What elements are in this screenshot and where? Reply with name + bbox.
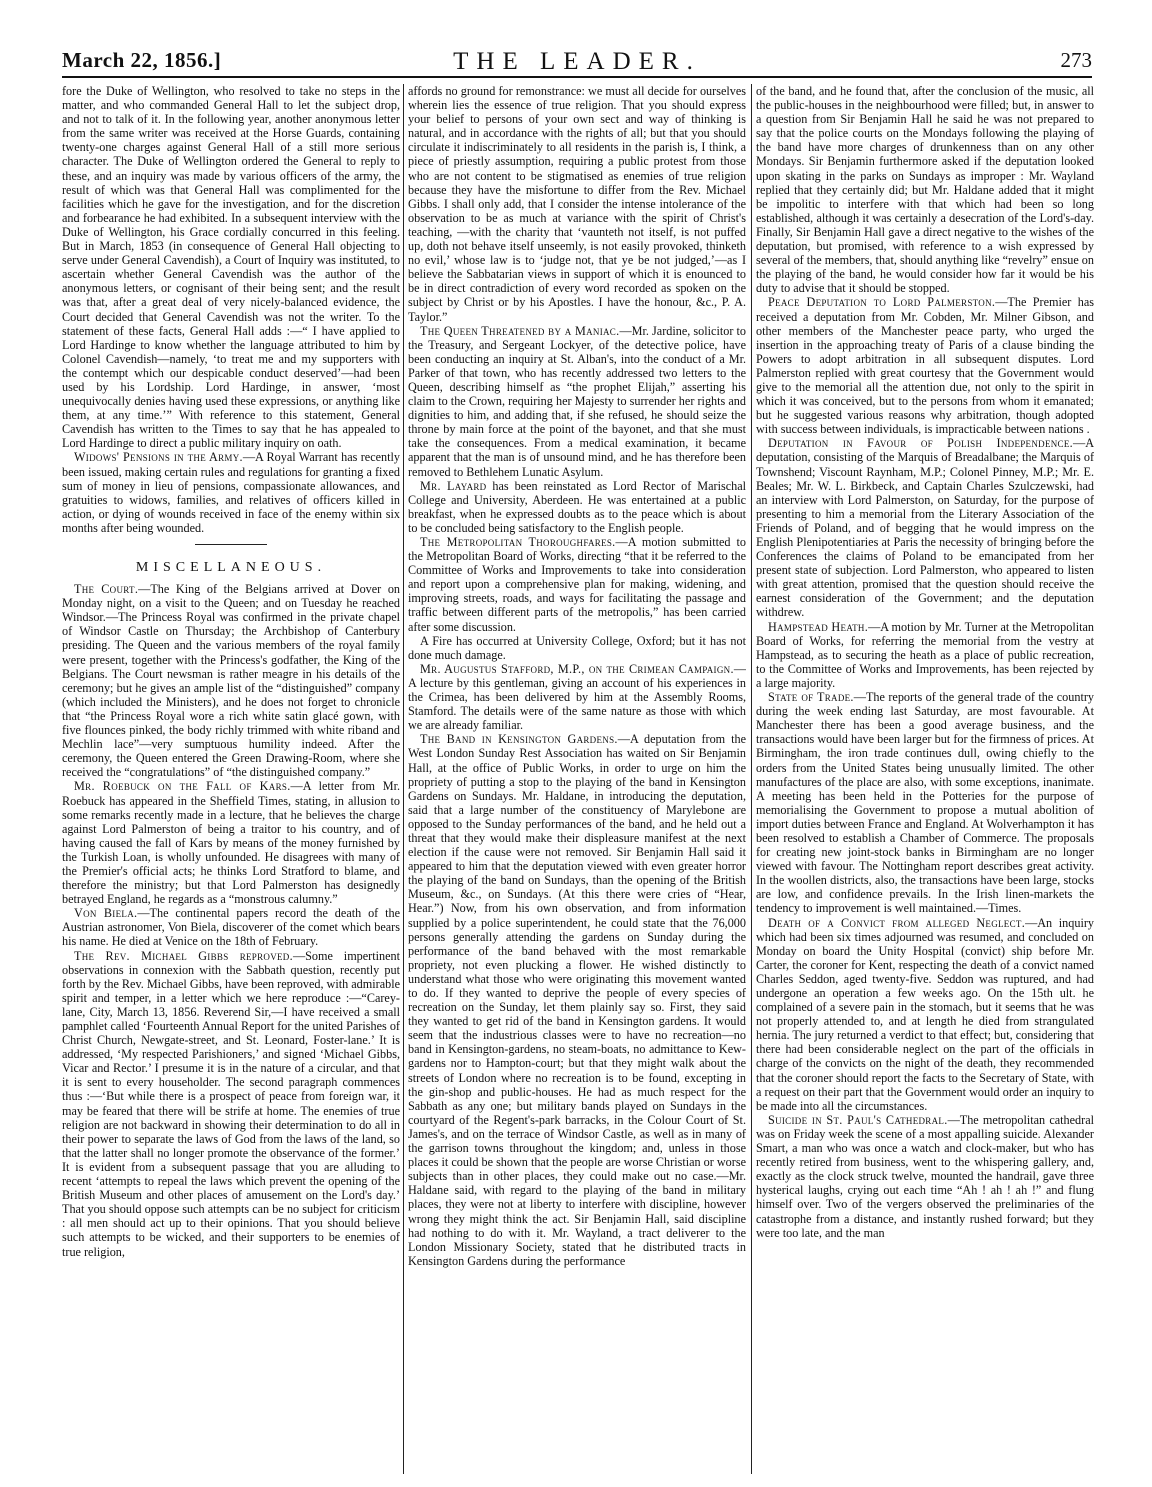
run-in-heading: Peace Deputation to Lord Palmerston. [768,295,996,310]
run-in-heading: The Band in Kensington Gardens. [420,732,618,747]
article-text: —Mr. Jardine, solicitor to the Treasury, and Sergeant Lockyer, of the detective police, have been conducting an inquiry at St. Alban's, into the conduct of a Mr. Parker of that town, who has recently addressed two letters to the Queen, describing himself as “the prophet Elijah,” asserting his claim to the Crown, requiring her Majesty to surrender her rights and dignities to him, and adding that, if she refused, he should seize the throne by main force at the point of the bayonet, and that she must take the consequences. From a medical examination, it became apparent that the man is of unsound mind, and he has therefore been removed to Bethlehem Lunatic Asylum. [408,323,746,479]
article-text: —Some impertinent observations in connexion with the Sabbath question, recently put forth by the Rev. Michael Gibbs, have been reproved, with admirable spirit and temper, in a letter which we here reproduce :—“Carey-lane, City, March 13, 1856. Reverend Sir,—I have received a small pamphlet called ‘Fourteenth Annual Report for the united Parishes of Christ Church, Newgate-street, and St. Leonard, Foster-lane.’ It is addressed, ‘My respected Parishioners,’ and signed ‘Michael Gibbs, Vicar and Rector.’ I presume it is in the nature of a circular, and that it is sent to every householder. The second paragraph commences thus :—‘But while there is a prospect of peace from foreign war, it may be feared that there will be strife at home. The enemies of true religion are not backward in showing their determination to do all in their power to separate the laws of God from the laws of the land, so that the latter shall no longer promote the observance of the former.’ It is evident from a subsequent passage that you are alluding to recent ‘attempts to repeal the laws which prevent the opening of the British Museum and other places of amusement on the Lord's day.’ That you should oppose such attempts can be no subject for criticism : all men should act up to their opinions. That you should believe such attempts to be wicked, and their supporters to be enemies of true religion, [62,948,400,1259]
masthead-title: THE LEADER. [453,48,701,75]
article-paragraph [756,690,1094,916]
article-paragraph [62,582,400,779]
article-paragraph [756,620,1094,690]
run-in-heading: A Fire [420,633,452,648]
run-in-heading: Von Biela. [74,906,138,921]
article-text: —The metropolitan cathedral was on Friday week the scene of a most appalling suicide. Alexander Smart, a man who was once a watch and clock-maker, but who has recently retired from business, went to the whispering gallery, and, exactly as the clock struck twelve, mounted the handrail, gave three hysterical laughs, crying out each time “Ah ! ah ! ah !” and flung himself over. Two of the vergers observed the preliminaries of the catastrophe from a distance, and instantly rushed forward; but they were too late, and the man [756,1112,1094,1240]
section-title: MISCELLANEOUS. [135,560,327,575]
article-text: —The King of the Belgians arrived at Dover on Monday night, on a visit to the Queen; and on Tuesday he reached Windsor.—The Princess Royal was confirmed in the private chapel of Windsor Castle on Thursday; the Archbishop of Canterbury presiding. The Queen and the various members of the royal family were present, together with the Princess's godfather, the King of the Belgians. The Court newsman is rather meagre in his details of the ceremony; but he gives an ample list of the “distinguished” company (which included the Ministers), and he does not forget to chronicle that “the Princess Royal wore a rich white satin glacé gown, with five flounces pinked, the body richly trimmed with white riband and Mechlin lace”—very sumptuous humility indeed. After the ceremony, the Queen entered the Green Drawing-Room, where she received the “congratulations” of “the distinguished company.” [62,582,400,780]
article-text: —The reports of the general trade of the country during the week ending last Saturday, are most favourable. At Manchester there has been a good average business, and the transactions would have been larger but for the firmness of prices. At Birmingham, the iron trade continues dull, owing chiefly to the orders from the United States being unusually limited. The other manufactures of the place are also, with some exceptions, inanimate. A meeting has been held in the Potteries for the purpose of memorialising the Government to propose a mutual abolition of import duties between France and England. At Wolverhampton it has been resolved to establish a Chamber of Commerce. The proposals for creating new joint-stock banks in Birmingham are no longer viewed with favour. The Nottingham report describes great activity. In the woollen districts, also, the transactions have been large, stocks are low, and confidence prevails. In the Irish linen-markets the tendency to improvement is well maintained.—Times. [756,690,1094,916]
article-text: —An inquiry which had been six times adjourned was resumed, and concluded on Monday on board the Unity Hospital (convict) ship before Mr. Carter, the coroner for Kent, respecting the death of a convict named Charles Seddon, aged twenty-five. Seddon was ruptured, and had undergone an operation a few weeks ago. On the 15th ult. he complained of a severe pain in the stomach, but it seems that he was not properly attended to, and at length he died from strangulated hernia. The jury returned a verdict to that effect; but, considering that there had been considerable neglect on the part of the officials in charge of the convicts on the night of the death, they recommended that the coroner should report the facts to the Secretary of State, with a request on their part that the Government would order an inquiry to be made into all the circumstances. [756,915,1094,1113]
run-in-heading: Death of a Convict from alleged Neglect. [768,915,1026,930]
run-in-heading: The Court. [74,582,139,597]
article-text: has been reinstated as Lord Rector of Marischal College and University, Aberdeen. He was entertained at a public breakfast, when he expressed doubts as to the peace which is about to be concluded being satisfactory to the English people. [408,478,746,535]
article-text: —A deputation, consisting of the Marquis of Breadalbane; the Marquis of Townshend; Viscount Raynham, M.P.; Colonel Pinney, M.P.; Mr. E. Beales; Mr. W. L. Birkbeck, and Captain Charles Szulczewski, had an interview with Lord Palmerston, on Saturday, for the purpose of presenting to him a memorial from the Literary Association of the Friends of Poland, and of begging that he would impress on the English Plenipotentiaries at Paris the necessity of bringing before the Conferences the claims of Poland to be emancipated from her present state of subjection. Lord Palmerston, who appeared to listen with great attention, promised that the question should receive the earnest consideration of the Government; and the deputation withdrew. [756,436,1094,620]
article-paragraph [408,662,746,732]
column-rule [751,84,752,1474]
article-paragraph: fore the Duke of Wellington, who resolved to take no steps in the matter, and who commanded General Hall to let the subject drop, and not to talk of it. In the following year, another anonymous letter from the same writer was received at the Horse Guards, containing twenty-one charges against General Hall of a still more serious character. The Duke of Wellington ordered the General to reply to these, and an inquiry was made by various officers of the army, the result of which was that General Hall was complimented for the facilities which he gave for the investigation, and for the discretion and forbearance he had exhibited. In a subsequent interview with the Duke of Wellington, his Grace cordially concurred in this feeling. But in March, 1853 (in consequence of General Hall objecting to serve under General Cavendish), a Court of Inquiry was instituted, to ascertain whether General Cavendish was the author of the anonymous letters, or cognisant of their being sent; and the result was that, after a great deal of very nicely-balanced evidence, the Court decided that General Cavendish was not the writer. To the statement of these facts, General Hall adds :—“ I have applied to Lord Hardinge to know whether the language attributed to him by Colonel Cavendish—namely, ‘to treat me and my supporters with the contempt which our despicable conduct deserved’—had been used by his Lordship. Lord Hardinge, in answer, ‘most unequivocally denies having used these expressions, or anything like them, at any time.’” With reference to this statement, General Cavendish has written to the Times to say that he has appealed to Lord Hardinge to direct a public military inquiry on oath. [62,84,400,451]
article-text: has occurred at University College, Oxford; but it has not done much damage. [408,633,746,662]
article-paragraph [62,779,400,906]
run-in-heading: Mr. Layard [420,478,487,493]
article-paragraph: affords no ground for remonstrance: we must all decide for ourselves wherein lies the essence of true religion. That you should express your belief to persons of your own sect and way of thinking is natural, and in accordance with the rights of all; but that you should circulate it indiscriminately to all residents in the parish is, I think, a piece of priestly assumption, requiring a public protest from those who are not content to be stigmatised as enemies of true religion because they have the misfortune to differ from the Rev. Michael Gibbs. I shall only add, that I consider the intense intolerance of the observation to be as much at variance with the spirit of Christ's teaching, —with the charity that ‘vaunteth not itself, is not puffed up, doth not behave itself unseemly, is not easily provoked, thinketh no evil,’ whose law is to ‘judge not, that ye be not judged,’—as I believe the Sabbatarian views in support of which it is enounced to be in direct contradiction of every word recorded as spoken on the subject by Christ or by his Apostles. I have the honour, &c., P. A. Taylor.” [408,84,746,324]
article-text: —A motion by Mr. Turner at the Metropolitan Board of Works, for referring the memorial from the vestry at Hampstead, as to securing the heath as a place of public recreation, to the Committee of Works and Improvements, has been rejected by a large majority. [756,619,1094,690]
column-3 [756,84,1094,1474]
run-in-heading: Widows' Pensions in the Army. [74,450,243,465]
article-text: —A lecture by this gentleman, giving an account of his experiences in the Crimea, has been delivered by him at the Assembly Rooms, Stamford. The details were of the same nature as those with which we are already familiar. [408,661,746,733]
column-2 [408,84,746,1474]
article-text: —A motion submitted to the Metropolitan Board of Works, directing “that it be referred to the Committee of Works and Improvements to take into consideration and report upon a comprehensive plan for making, widening, and improving streets, roads, and ways for facilitating the passage and traffic between different parts of the metropolis,” has been carried after some discussion. [408,535,746,634]
article-paragraph [408,732,746,1268]
article-paragraph [756,1113,1094,1240]
article-paragraph [62,949,400,1259]
run-in-heading: The Rev. Michael Gibbs reproved. [74,948,293,963]
article-text: —The Premier has received a deputation from Mr. Cobden, Mr. Milner Gibson, and other members of the Manchester peace party, who urged the insertion in the approaching treaty of Paris of a clause binding the Powers to adopt arbitration in all subsequent disputes. Lord Palmerston replied with great courtesy that the Government would give to the memorial all the attention due, not only to the spirit in which it was conceived, but to the persons from whom it emanated; but he suggested various reasons why arbitration, though adopted with success between individuals, is impracticable between nations . [756,295,1094,437]
article-paragraph [62,906,400,948]
column-1 [62,84,400,1474]
section-divider [195,544,267,545]
run-in-heading: The Metropolitan Thoroughfares. [420,535,616,549]
column-rule [403,84,404,1474]
article-paragraph [756,295,1094,436]
run-in-heading: State of Trade. [768,690,854,705]
article-paragraph [756,436,1094,619]
run-in-heading: Deputation in Favour of Polish Independence. [768,436,1073,451]
run-in-heading: Mr. Roebuck on the Fall of Kars. [74,779,291,794]
article-text: —A letter from Mr. Roebuck has appeared in the Sheffield Times, stating, in allusion to some remarks recently made in a lecture, that he believes the charge against Lord Palmerston of being a traitor to his country, and of having caused the fall of Kars by means of the money furnished by the Turkish Loan, is wholly unfounded. He disagrees with many of the Premier's official acts; he thinks Lord Stratford to blame, and therefore the ministry; but that Lord Palmerston has designedly betrayed England, he regards as a “monstrous calumny.” [62,779,400,907]
page-header [62,46,1092,78]
article-paragraph [408,479,746,535]
article-text: —A deputation from the West London Sunday Rest Association has waited on Sir Benjamin Hall, at the office of Public Works, in order to urge on him the propriety of putting a stop to the playing of the band in Kensington Gardens on Sundays. Mr. Haldane, in introducing the deputation, said that a large number of the constituency of Marylebone are opposed to the Sunday performances of the band, and he held out a threat that they would make their displeasure manifest at the next election if the cause were not removed. Sir Benjamin Hall said it appeared to him that the deputation viewed with even greater horror the playing of the band on Sundays, than the opening of the British Museum, &c., on Sundays. (At this there were cries of “Hear, Hear.”) Now, from his own observation, and from information supplied by a police superintendent, he could state that the 76,000 persons generally attending the gardens on Sunday during the performance of the band behaved with the most remarkable propriety, not even plucking a flower. He wished distinctly to understand what those who were originating this movement wanted to do. If they wanted to deprive the people of every species of recreation on the Sunday, let them plainly say so. First, they said they wanted to get rid of the band in Kensington gardens. It would seem that the industrious classes were to have no recreation—no band in Kensington-gardens, no steam-boats, no admittance to Kew-gardens nor to Hampton-court; but that they might walk about the streets of London where no recreation is to be found, excepting in the gin-shop and public-houses. He had as much respect for the Sabbath as any one; but military bands played on Sundays in the courtyard of the Regent's-park barracks, in the Colour Court of St. James's, and on the terrace of Windsor Castle, as well as in many of the garrison towns throughout the kingdom; and, unless in those places it could be shown that the people are worse Christian or worse subjects than in other places, they could make out no case.—Mr. Haldane said, with regard to the playing of the band in military places, they were not at liberty to interfere with discipline, however wrong they might think the act. Sir Benjamin Hall, said discipline had nothing to do with it. Mr. Wayland, a tract deliverer to the London Missionary Society, stated that he distributed tracts in Kensington Gardens during the performance [408,732,746,1268]
article-paragraph [408,535,746,634]
article-paragraph [756,916,1094,1113]
article-paragraph [408,634,746,662]
run-in-heading: Suicide in St. Paul's Cathedral. [768,1112,948,1127]
article-text: —A Royal Warrant has recently been issued, making certain rules and regulations for granting a fixed sum of money in lieu of pensions, compassionate allowances, and gratuities to widows, families, and relatives of officers killed in action, or dying of wounds received in face of the enemy within six months after being wounded. [62,450,400,535]
run-in-heading: Mr. Augustus Stafford, M.P., on the Crimean Campaign. [420,661,734,676]
article-paragraph [62,450,400,535]
article-paragraph [408,324,746,479]
run-in-heading: The Queen Threatened by a Maniac. [420,323,620,338]
article-text: —The continental papers record the death of the Austrian astronomer, Von Biela, discoverer of the comet which bears his name. He died at Venice on the 18th of February. [62,906,400,949]
run-in-heading: Hampstead Heath. [768,619,869,634]
issue-date: March 22, 1856.] [62,48,222,72]
article-paragraph: of the band, and he found that, after the conclusion of the music, all the public-houses in the neighbourhood were filled; but, in answer to a question from Sir Benjamin Hall he said he was not prepared to say that the police courts on the Mondays following the playing of the band have more charges of drunkenness than on any other Mondays. Sir Benjamin furthermore asked if the deputation looked upon skating in the parks on Sundays as improper : Mr. Wayland replied that they certainly did; but Mr. Haldane added that it might be impolitic to interfere with that which had been so long established, although it was certainly a desecration of the Lord's-day. Finally, Sir Benjamin Hall gave a direct negative to the wishes of the deputation, but promised, with reference to a wish expressed by several of the members, that, should anything like “revelry” ensue on the playing of the band, he would consider how far it would be his duty to advise that it should be stopped. [756,84,1094,296]
page-number: 273 [1060,48,1092,72]
